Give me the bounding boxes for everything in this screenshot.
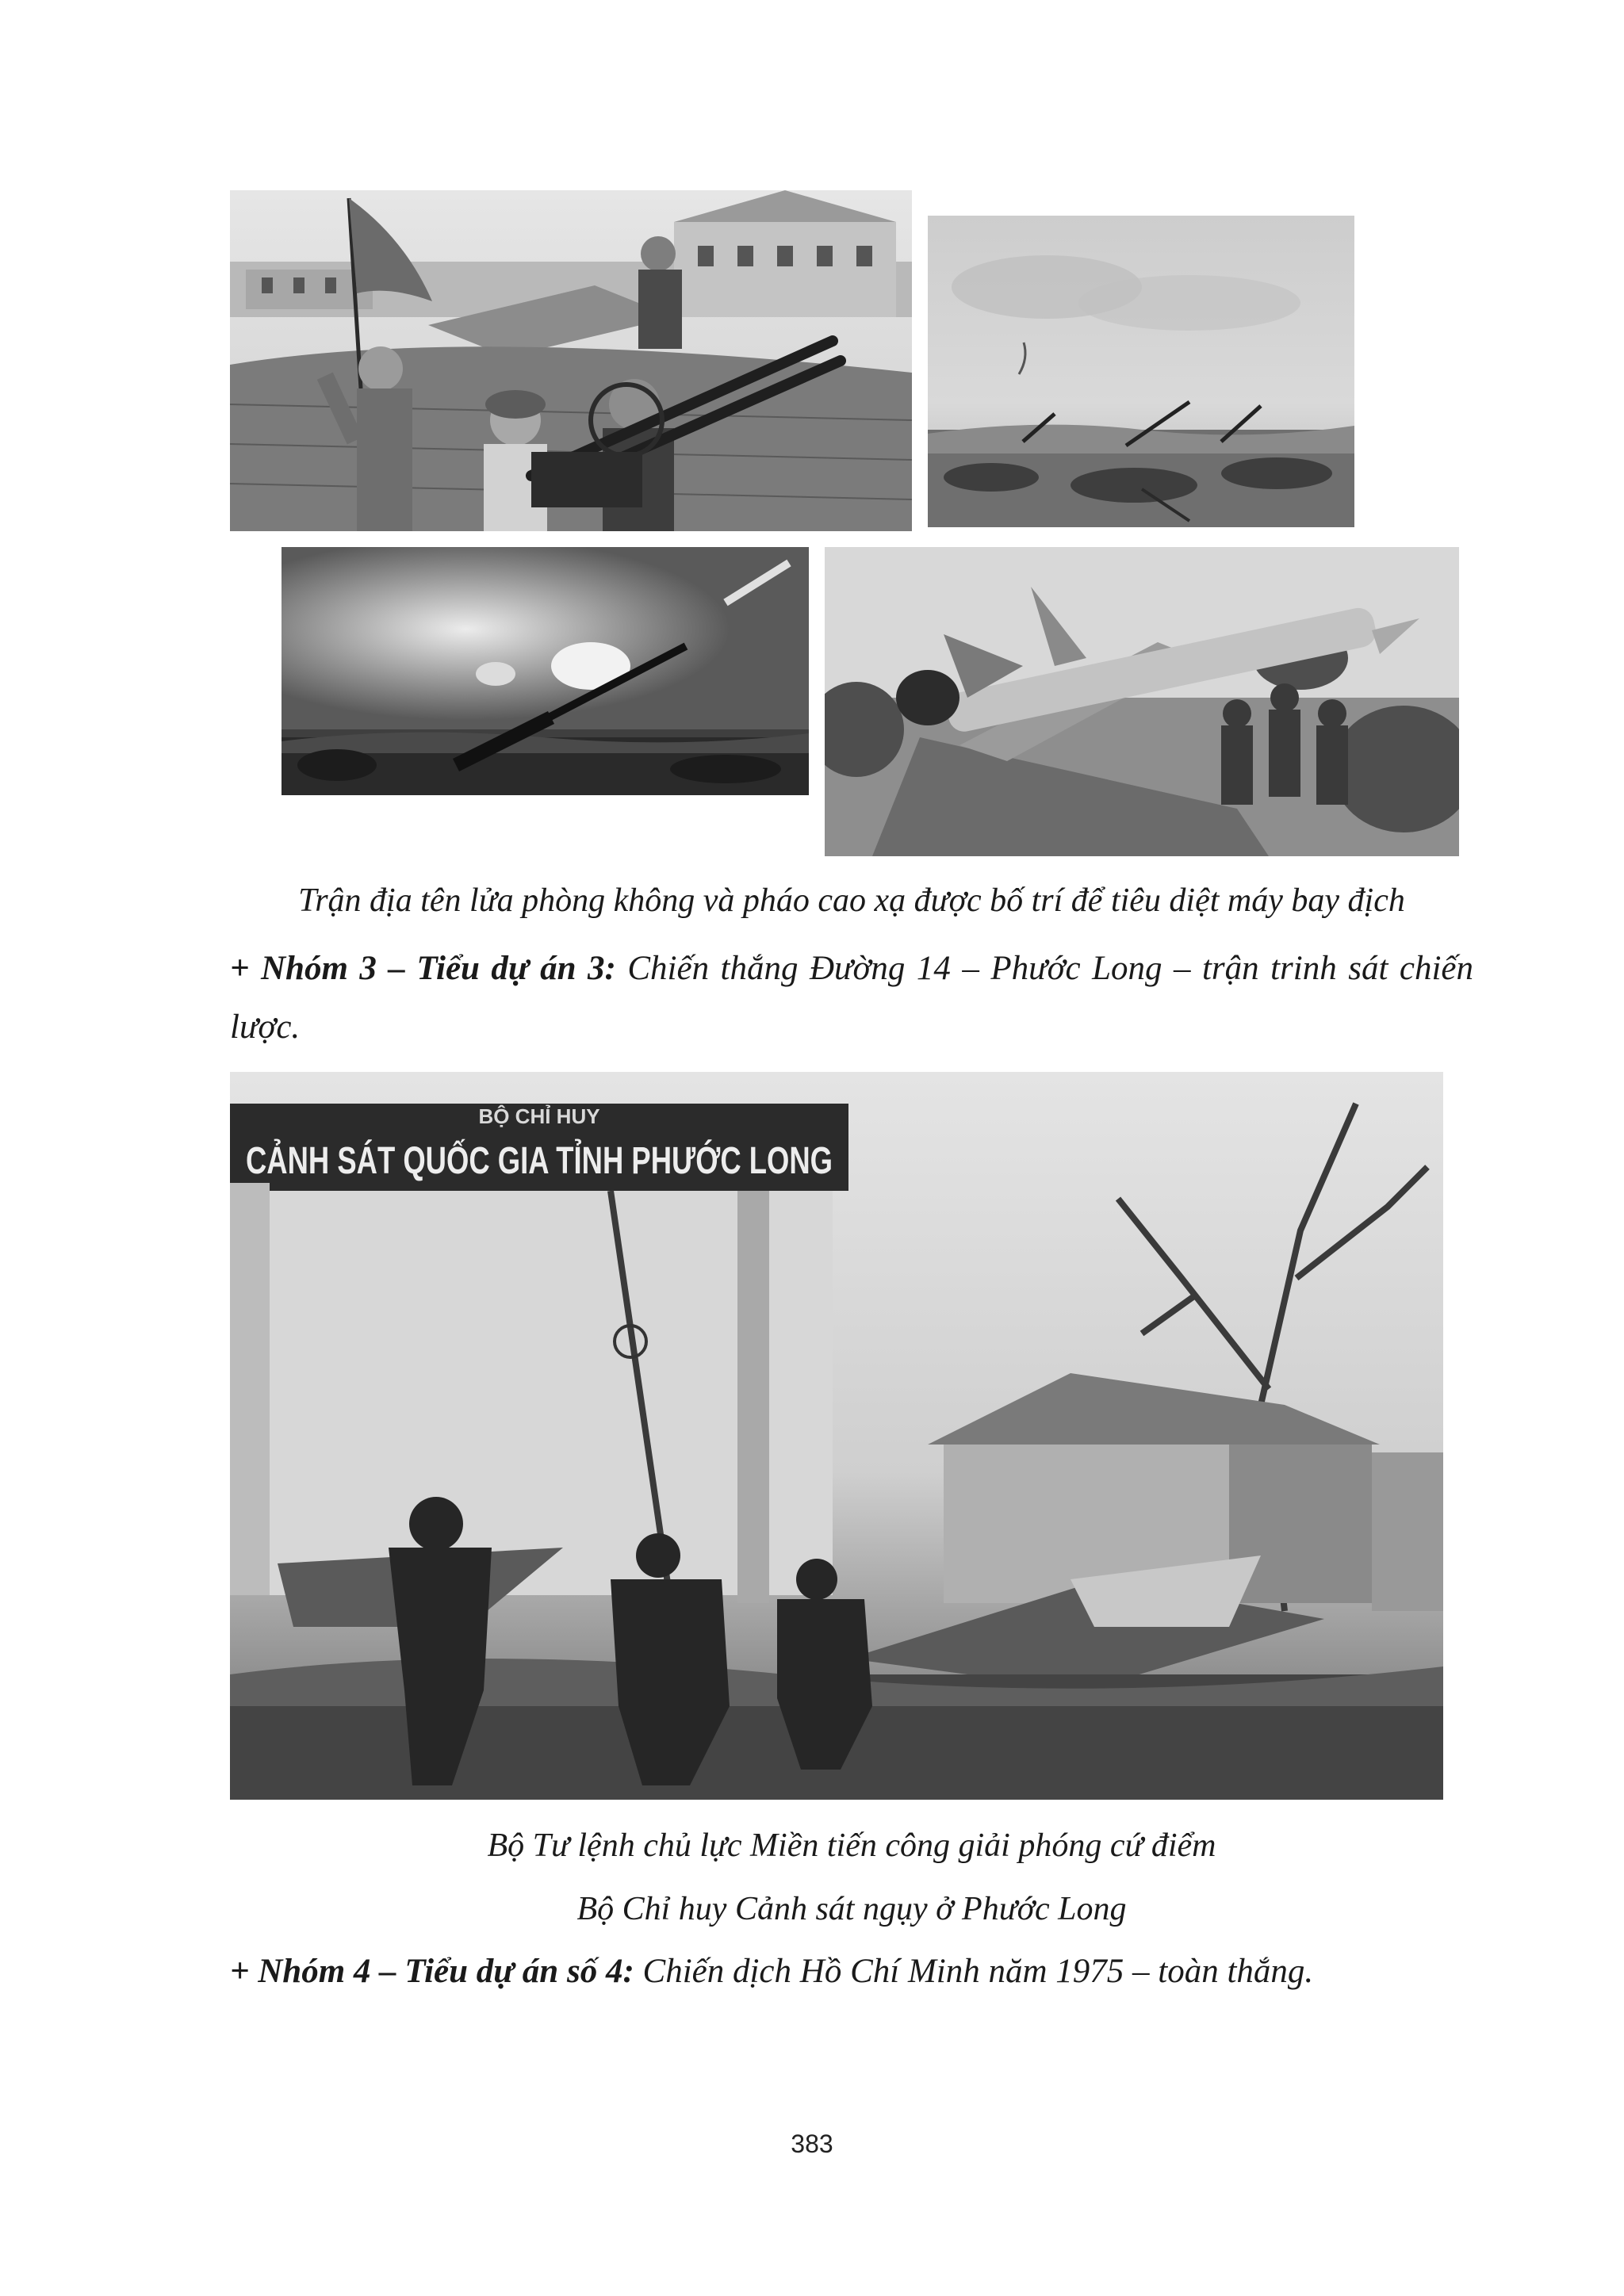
sign-main-text: CẢNH SÁT QUỐC GIA TỈNH PHƯỚC LONG	[246, 1140, 1019, 1182]
photo-caption-phuoc-long-line1: Bộ Tư lệnh chủ lực Miền tiến công giải phóng cứ điểm	[487, 1827, 1216, 1864]
section-group-3	[230, 939, 1473, 1057]
sign-top-text: BỘ CHỈ HUY	[478, 1104, 600, 1128]
section-4-text: Chiến dịch Hồ Chí Minh năm 1975 – toàn thắng.	[634, 1953, 1314, 1990]
section-4-lead: + Nhóm 4 – Tiểu dự án số 4:	[230, 1953, 634, 1990]
page-number: 383	[791, 2130, 833, 2158]
photo-artillery-positions-field	[928, 216, 1354, 527]
photo-sam-missile-launcher	[825, 547, 1459, 856]
section-3-text: Chiến thắng Đường 14 – Phước Long – trận trinh sát chiến lược.	[230, 950, 1473, 1046]
section-3-lead: + Nhóm 3 – Tiểu dự án 3:	[230, 950, 616, 987]
photo-caption-air-defense: Trận địa tên lửa phòng không và pháo cao xạ được bố trí để tiêu diệt máy bay địch	[298, 882, 1405, 919]
photo-anti-aircraft-gun-firing	[282, 547, 809, 795]
section-group-4	[230, 1942, 1473, 2001]
photo-caption-phuoc-long-line2: Bộ Chỉ huy Cảnh sát ngụy ở Phước Long	[576, 1891, 1127, 1927]
photo-phuoc-long-assault	[230, 1072, 1443, 1800]
photo-militia-anti-aircraft-gun	[230, 190, 912, 531]
